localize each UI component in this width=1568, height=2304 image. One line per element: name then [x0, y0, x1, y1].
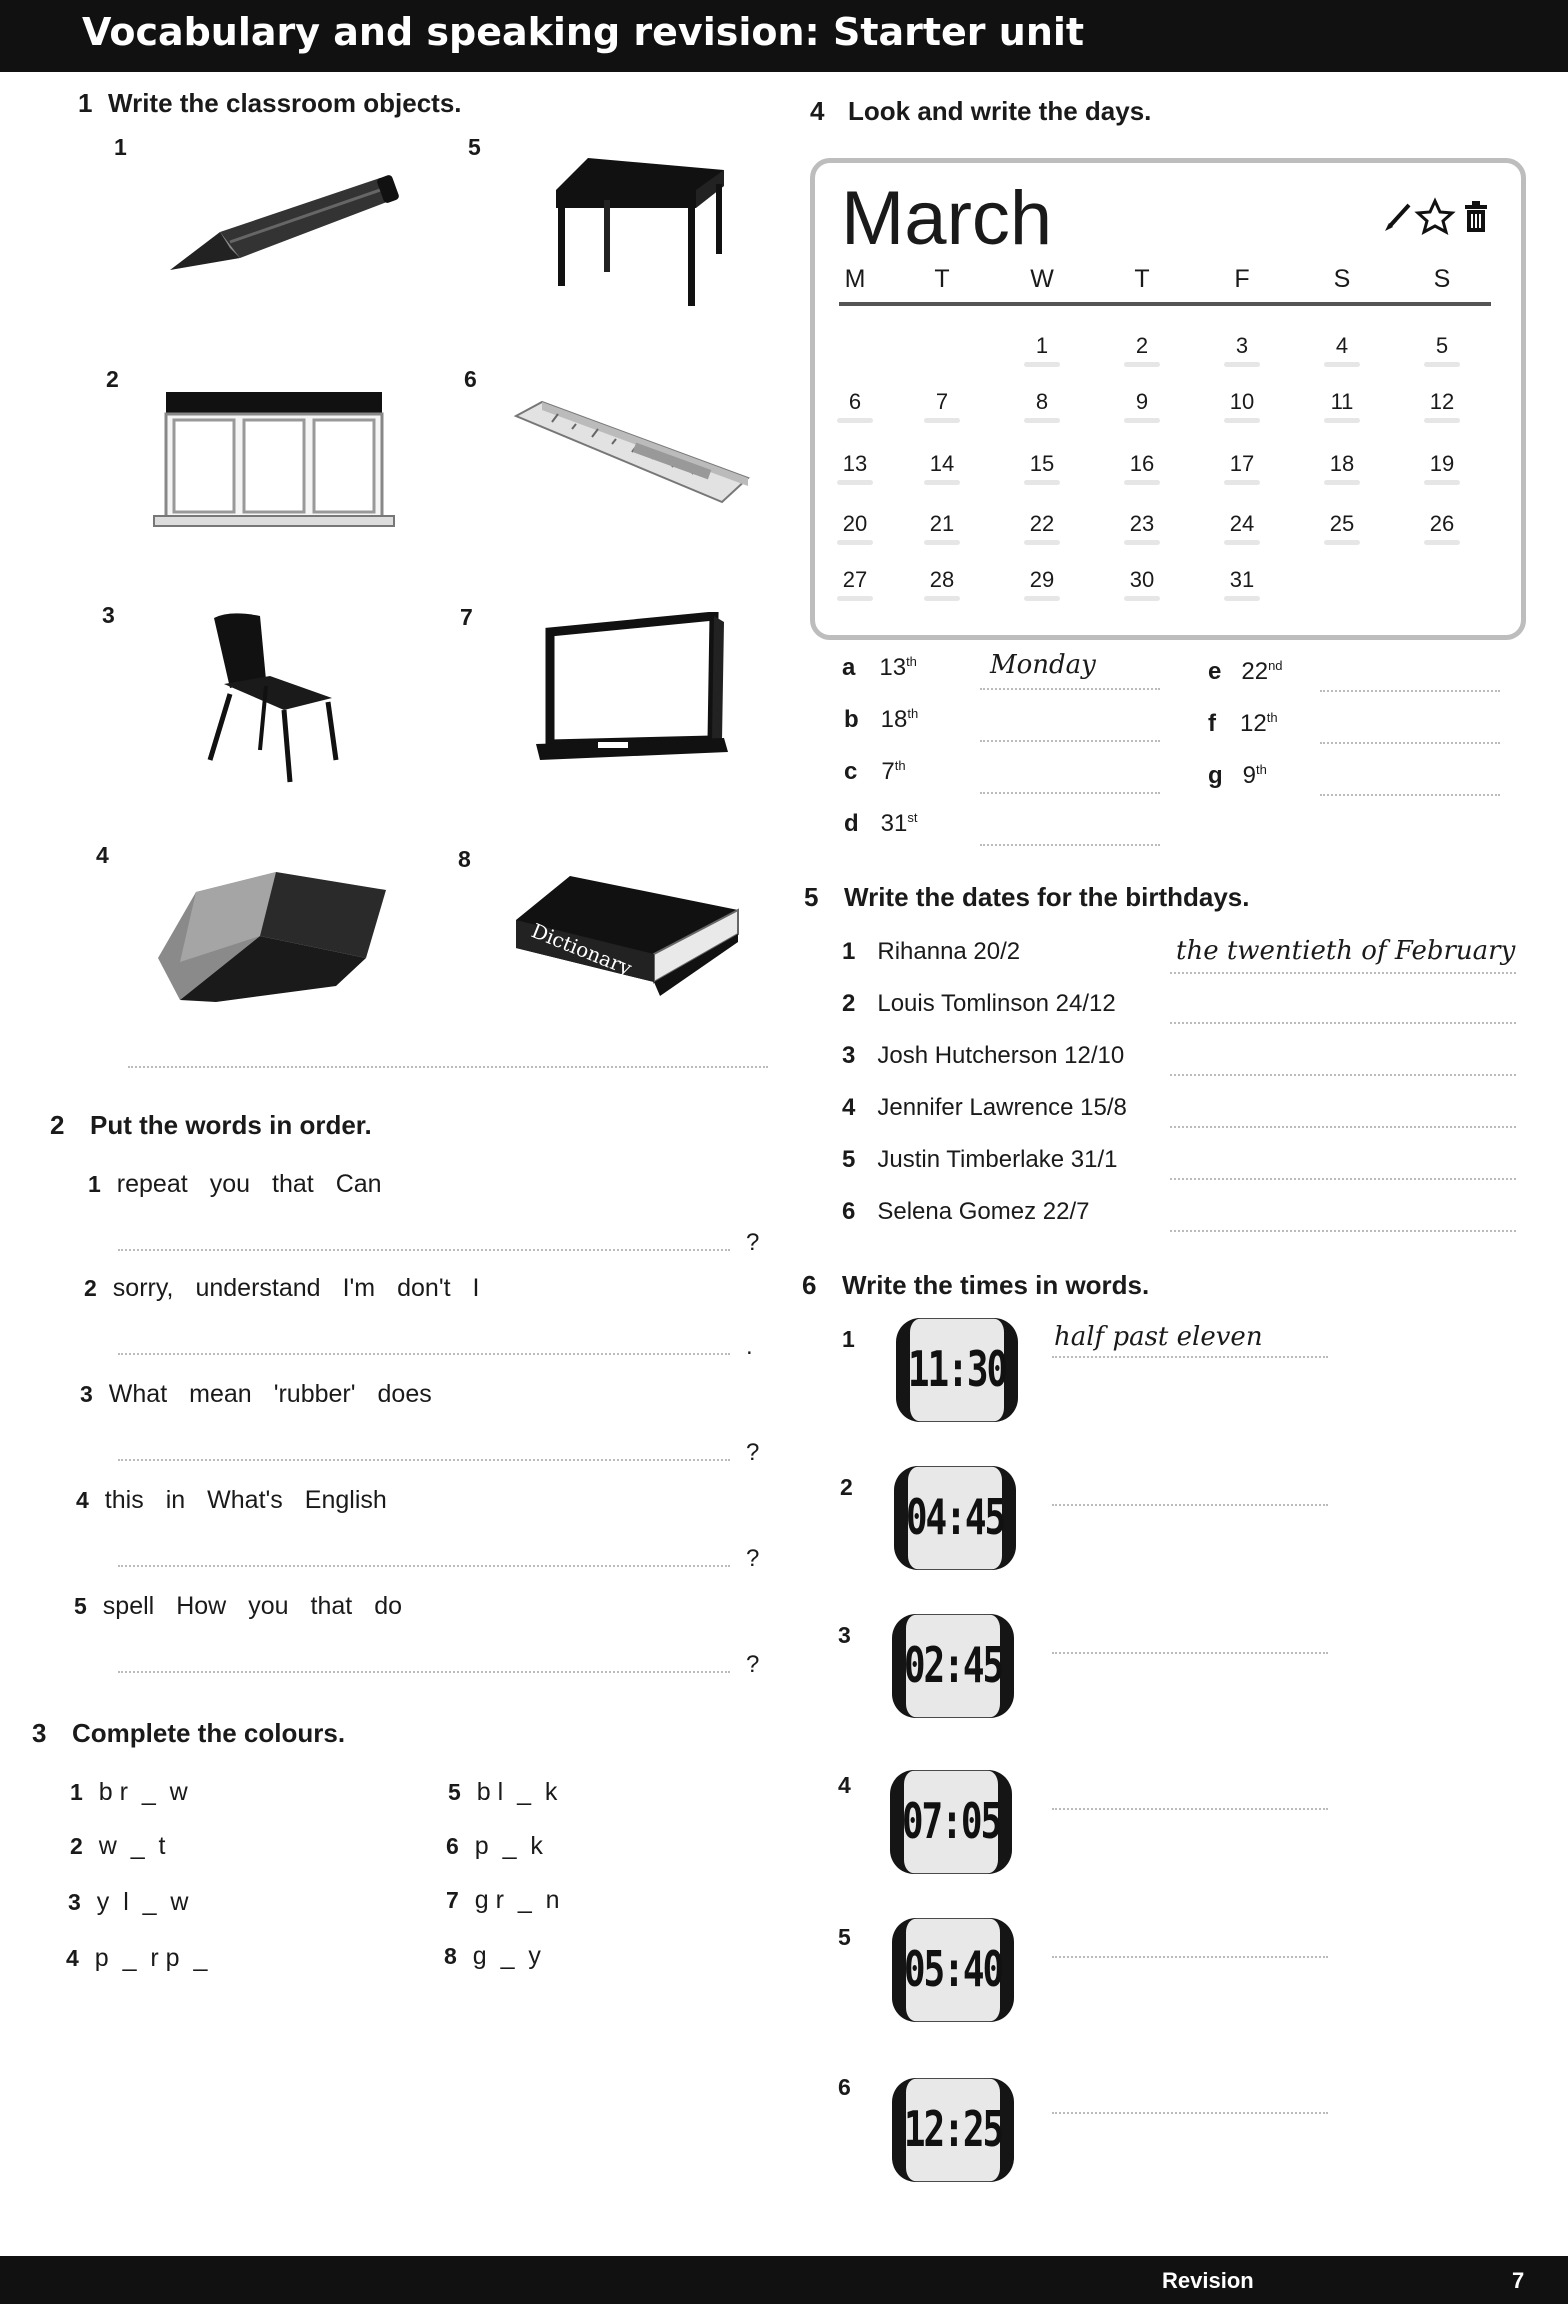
ex4-heading [810, 96, 1151, 127]
calendar-day[interactable]: 31 [1220, 567, 1264, 593]
colour-item[interactable]: 2 w _ t [70, 1832, 166, 1860]
ex5-item: 3 Josh Hutcherson 12/10 [842, 1042, 1125, 1069]
dictionary-cover-text: Dictionary [528, 918, 636, 981]
ex2-title: Put the words in order. [90, 1110, 372, 1140]
ex2-number: 2 [50, 1110, 65, 1140]
digital-clock: 02:45 [892, 1614, 1014, 1718]
answer-line[interactable] [980, 688, 1160, 690]
ex1-item-number: 1 [114, 134, 127, 160]
calendar-day[interactable]: 21 [920, 511, 964, 537]
answer-line[interactable] [1170, 1126, 1516, 1128]
colour-item[interactable]: 1 b r _ w [70, 1778, 188, 1806]
calendar-day[interactable]: 28 [920, 567, 964, 593]
ex2-item: 3 What mean 'rubber' does ? [80, 1380, 760, 1466]
ex1-item-number: 6 [464, 366, 477, 392]
calendar-day[interactable]: 5 [1420, 333, 1464, 359]
calendar-day[interactable]: 23 [1120, 511, 1164, 537]
answer-line[interactable] [1170, 1230, 1516, 1232]
footer-label: Revision [1162, 2268, 1254, 2293]
calendar-day-header: W [1030, 265, 1054, 293]
pencil-image [160, 170, 400, 280]
digital-clock: 04:45 [894, 1466, 1016, 1570]
answer-line[interactable] [118, 1671, 730, 1673]
chair-image [200, 610, 350, 790]
calendar-toolbar [1369, 195, 1489, 240]
colour-item[interactable]: 6 p _ k [446, 1832, 543, 1860]
ex5-item: 6 Selena Gomez 22/7 [842, 1198, 1090, 1225]
ex3-number: 3 [32, 1718, 47, 1748]
star-icon[interactable] [1418, 201, 1452, 232]
ruler-image [512, 396, 752, 516]
ex6-item-number: 6 [838, 2074, 851, 2100]
calendar-day[interactable]: 16 [1120, 451, 1164, 477]
calendar-day[interactable]: 10 [1220, 389, 1264, 415]
ex4-item: f 12th [1208, 710, 1278, 737]
answer-line[interactable] [1052, 1356, 1328, 1358]
window-image [152, 388, 396, 530]
answer-line[interactable] [1170, 1178, 1516, 1180]
ex6-item-number: 2 [840, 1474, 853, 1500]
ex2-item: 1 repeat you that Can ? [88, 1170, 760, 1256]
trash-icon[interactable] [1465, 201, 1487, 232]
calendar-rule [839, 302, 1491, 306]
ex6-item-number: 4 [838, 1772, 851, 1798]
answer-line[interactable] [1052, 1956, 1328, 1958]
ex4-answer[interactable]: Monday [990, 650, 1096, 680]
answer-line[interactable] [118, 1353, 730, 1355]
pencil-icon[interactable] [1385, 205, 1409, 231]
ex4-number: 4 [810, 96, 825, 126]
ex5-title: Write the dates for the birthdays. [844, 882, 1250, 912]
answer-line[interactable] [1320, 690, 1500, 692]
ex6-item-number: 1 [842, 1326, 855, 1352]
calendar-day[interactable]: 2 [1120, 333, 1164, 359]
calendar-day[interactable]: 24 [1220, 511, 1264, 537]
ex4-item: a 13th [842, 654, 917, 681]
ex1-number: 1 [78, 88, 93, 118]
calendar-day[interactable]: 13 [833, 451, 877, 477]
calendar-day[interactable]: 25 [1320, 511, 1364, 537]
calendar-month: March [841, 176, 1053, 261]
calendar-day[interactable]: 8 [1020, 389, 1064, 415]
answer-line[interactable] [1052, 1652, 1328, 1654]
answer-line[interactable] [980, 740, 1160, 742]
ex6-answer[interactable]: half past eleven [1054, 1322, 1263, 1352]
calendar-day[interactable]: 3 [1220, 333, 1264, 359]
dictionary-image [510, 870, 740, 1006]
colour-item[interactable]: 7 g r _ n [446, 1886, 560, 1914]
ex4-item: b 18th [844, 706, 919, 733]
answer-line[interactable] [118, 1459, 730, 1461]
calendar-day[interactable]: 7 [920, 389, 964, 415]
ex2-item: 5 spell How you that do ? [74, 1592, 760, 1678]
calendar-day[interactable]: 11 [1320, 389, 1364, 415]
page-header [0, 0, 1568, 72]
calendar-day[interactable]: 20 [833, 511, 877, 537]
page-footer [0, 2256, 1568, 2304]
calendar-day[interactable]: 17 [1220, 451, 1264, 477]
calendar-day[interactable]: 1 [1020, 333, 1064, 359]
ex5-item: 5 Justin Timberlake 31/1 [842, 1146, 1118, 1173]
ex6-title: Write the times in words. [842, 1270, 1150, 1300]
calendar-day-header: S [1433, 265, 1451, 293]
march-calendar [810, 158, 1526, 640]
digital-clock: 05:40 [892, 1918, 1014, 2022]
ex1-answer-line [128, 1066, 768, 1068]
ex5-item: 1 Rihanna 20/2 [842, 938, 1021, 965]
calendar-day-header: F [1234, 265, 1250, 293]
ex5-number: 5 [804, 882, 819, 912]
calendar-day-header: M [844, 265, 866, 293]
ex4-item: e 22nd [1208, 658, 1283, 685]
ex6-heading [802, 1270, 1149, 1301]
answer-line[interactable] [1320, 742, 1500, 744]
answer-line[interactable] [1170, 1022, 1516, 1024]
ex2-heading [50, 1110, 372, 1141]
ex1-heading [78, 88, 462, 119]
ex4-item: d 31st [844, 810, 918, 837]
ex1-item-number: 3 [102, 602, 115, 628]
table-image [548, 150, 728, 310]
digital-clock: 11:30 [896, 1318, 1018, 1422]
calendar-day[interactable]: 29 [1020, 567, 1064, 593]
answer-line[interactable] [1052, 1504, 1328, 1506]
ex2-item: 2 sorry, understand I'm don't I . [84, 1274, 753, 1360]
digital-clock: 07:05 [890, 1770, 1012, 1874]
calendar-day[interactable]: 18 [1320, 451, 1364, 477]
ex6-item-number: 3 [838, 1622, 851, 1648]
answer-line[interactable] [1320, 794, 1500, 796]
ex5-answer[interactable]: the twentieth of February [1176, 936, 1516, 966]
colour-item[interactable]: 8 g _ y [444, 1942, 541, 1970]
ex6-number: 6 [802, 1270, 817, 1300]
page-title: Vocabulary and speaking revision: Starter unit [82, 10, 1085, 54]
calendar-day[interactable]: 19 [1420, 451, 1464, 477]
ex1-item-number: 5 [468, 134, 481, 160]
answer-line[interactable] [118, 1565, 730, 1567]
page-number: 7 [1512, 2268, 1525, 2293]
ex4-title: Look and write the days. [848, 96, 1152, 126]
ex5-item: 4 Jennifer Lawrence 15/8 [842, 1094, 1127, 1121]
calendar-day-header: S [1333, 265, 1351, 293]
answer-line[interactable] [118, 1249, 730, 1251]
answer-line[interactable] [1170, 1074, 1516, 1076]
calendar-day[interactable]: 22 [1020, 511, 1064, 537]
calendar-day[interactable]: 15 [1020, 451, 1064, 477]
calendar-day[interactable]: 9 [1120, 389, 1164, 415]
calendar-day[interactable]: 26 [1420, 511, 1464, 537]
ex1-item-number: 2 [106, 366, 119, 392]
colour-item[interactable]: 3 y l _ w [68, 1888, 189, 1916]
rubber-image [156, 866, 392, 1008]
calendar-day[interactable]: 6 [833, 389, 877, 415]
ex3-heading [32, 1718, 345, 1749]
colour-item[interactable]: 4 p _ r p _ [66, 1944, 208, 1972]
colour-item[interactable]: 5 b l _ k [448, 1778, 558, 1806]
ex6-item-number: 5 [838, 1924, 851, 1950]
ex1-item-number: 8 [458, 846, 471, 872]
ex4-item: g 9th [1208, 762, 1267, 789]
ex1-item-number: 7 [460, 604, 473, 630]
digital-clock: 12:25 [892, 2078, 1014, 2182]
calendar-day[interactable]: 30 [1120, 567, 1164, 593]
calendar-day[interactable]: 12 [1420, 389, 1464, 415]
answer-line[interactable] [980, 792, 1160, 794]
ex2-item: 4 this in What's English ? [76, 1486, 760, 1572]
answer-line[interactable] [1170, 972, 1516, 974]
ex5-heading [804, 882, 1249, 913]
calendar-day[interactable]: 14 [920, 451, 964, 477]
ex5-item: 2 Louis Tomlinson 24/12 [842, 990, 1116, 1017]
answer-line[interactable] [1052, 1808, 1328, 1810]
ex1-title: Write the classroom objects. [108, 88, 462, 118]
ex3-title: Complete the colours. [72, 1718, 346, 1748]
calendar-day[interactable]: 27 [833, 567, 877, 593]
calendar-day[interactable]: 4 [1320, 333, 1364, 359]
calendar-day-header: T [934, 265, 950, 293]
whiteboard-image [528, 612, 734, 772]
calendar-day-header: T [1134, 265, 1150, 293]
ex1-item-number: 4 [96, 842, 109, 868]
answer-line[interactable] [1052, 2112, 1328, 2114]
answer-line[interactable] [980, 844, 1160, 846]
ex4-item: c 7th [844, 758, 906, 785]
